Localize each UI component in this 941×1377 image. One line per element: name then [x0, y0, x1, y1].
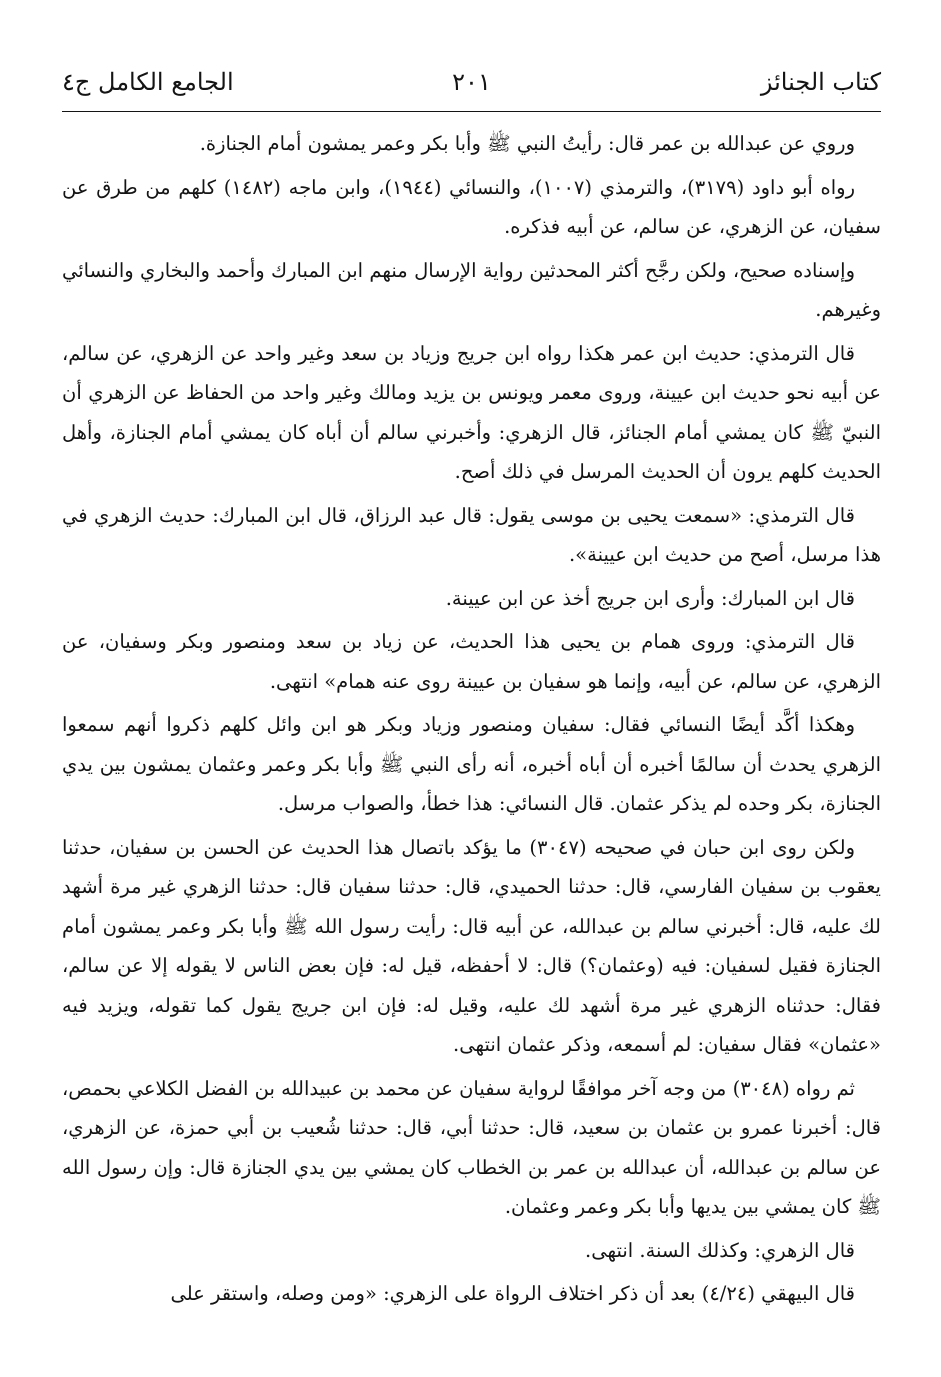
paragraph: قال الترمذي: حديث ابن عمر هكذا رواه ابن جريج وزياد بن سعد وغير واحد عن الزهري، عن سالم، عن أبيه نحو حديث ابن عيينة، وروى معمر ويونس بن يزيد ومالك وغير واحد من الحفاظ عن الزهري أن النبيّ ﷺ كان يمشي أمام الجنائز، قال الزهري: وأخبرني سالم أن أباه كان يمشي أمام الجنازة، وأهل الحديث كلهم يرون أن الحديث المرسل في ذلك أصح. [62, 341, 881, 483]
main-text [62, 124, 881, 1314]
paragraph: قال الترمذي: «سمعت يحيى بن موسى يقول: قال عبد الرزاق، قال ابن المبارك: حديث الزهري في هذا مرسل، أصح من حديث ابن عيينة». [62, 503, 881, 566]
paragraph: وإسناده صحيح، ولكن رجَّح أكثر المحدثين رواية الإرسال منهم ابن المبارك وأحمد والبخاري والنسائي وغيرهم. [62, 258, 881, 321]
paragraph: قال الترمذي: وروى همام بن يحيى هذا الحديث، عن زياد بن سعد ومنصور وبكر وسفيان، عن الزهري، عن سالم، عن أبيه، وإنما هو سفيان بن عيينة روى عنه همام» انتهى. [62, 630, 881, 693]
paragraph: قال ابن المبارك: وأرى ابن جريج أخذ عن ابن عيينة. [445, 586, 855, 610]
paragraph: رواه أبو داود (٣١٧٩)، والترمذي (١٠٠٧)، والنسائي (١٩٤٤)، وابن ماجه (١٤٨٢) كلهم من طرق عن سفيان، عن الزهري، عن سالم، عن أبيه فذكره. [62, 175, 881, 238]
running-header [62, 62, 881, 102]
page-number: ٢٠١ [452, 68, 491, 96]
volume-title: الجامع الكامل ج٤ [62, 68, 234, 96]
paragraph: ولكن روى ابن حبان في صحيحه (٣٠٤٧) ما يؤكد باتصال هذا الحديث عن الحسن بن سفيان، حدثنا يعقوب بن سفيان الفارسي، قال: حدثنا الحميدي، قال: حدثنا سفيان قال: حدثنا الزهري غير مرة أشهد لك عليه، قال: أخبرني سالم بن عبدالله، عن أبيه قال: رأيت رسول الله ﷺ وأبا بكر وعمر يمشون أمام الجنازة فقيل لسفيان: فيه (وعثمان؟) قال: لا أحفظه، قيل له: فإن بعض الناس لا يقوله إلا عن سالم، فقال: حدثناه الزهري غير مرة أشهد لك عليه، وقيل له: فإن ابن جريج يقول كما تقوله، ويزيد فيه «عثمان» فقال سفيان: لم أسمعه، وذكر عثمان انتهى. [62, 835, 881, 1056]
section-title: كتاب الجنائز [760, 68, 881, 96]
paragraph: ثم رواه (٣٠٤٨) من وجه آخر موافقًا لرواية سفيان عن محمد بن عبيدالله بن الفضل الكلاعي بحمص، قال: أخبرنا عمرو بن عثمان بن سعيد، قال: حدثنا أبي، قال: حدثنا شُعيب بن أبي حمزة، عن الزهري، عن سالم بن عبدالله، أن عبدالله بن عمر بن الخطاب كان يمشي بين يدي الجنازة قال: وإن رسول الله ﷺ كان يمشي بين يديها وأبا بكر وعمر وعثمان. [62, 1076, 881, 1218]
header-rule [62, 111, 881, 112]
paragraph: وروي عن عبدالله بن عمر قال: رأيتُ النبي ﷺ وأبا بكر وعمر يمشون أمام الجنازة. [199, 132, 855, 155]
paragraph: قال البيهقي (٤/٢٤) بعد أن ذكر اختلاف الرواة على الزهري: «ومن وصله، واستقر على [170, 1282, 855, 1305]
paragraph: قال الزهري: وكذلك السنة. انتهى. [585, 1238, 855, 1262]
paragraph: وهكذا أكَّد أيضًا النسائي فقال: سفيان ومنصور وزياد وبكر هو ابن وائل كلهم ذكروا أنهم سمعوا الزهري يحدث أن سالمًا أخبره أن أباه أخبره، أنه رأى النبي ﷺ وأبا بكر وعمر وعثمان يمشون بين يدي الجنازة، بكر وحده لم يذكر عثمان. قال النسائي: هذا خطأ، والصواب مرسل. [62, 713, 881, 815]
